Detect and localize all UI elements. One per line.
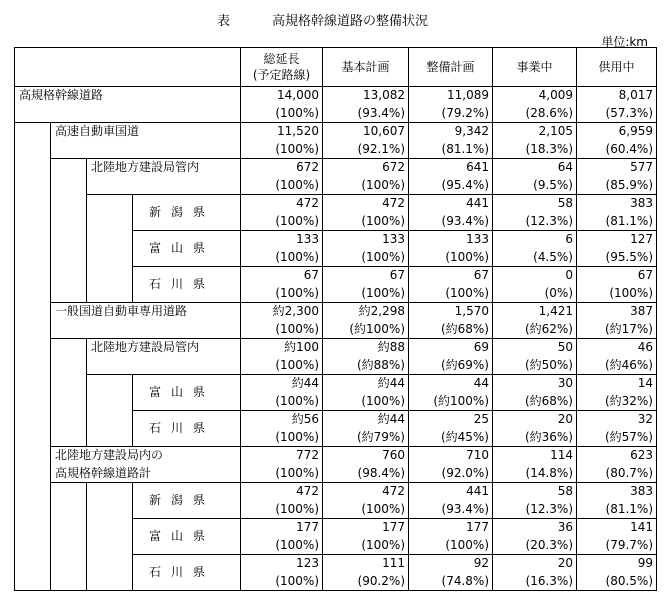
value-percent: (100%): [361, 501, 405, 516]
value-percent: (20.3%): [525, 537, 573, 552]
value-percent: (95.4%): [441, 177, 489, 192]
value-cell: [323, 231, 409, 267]
value-km: 20: [557, 556, 573, 570]
value-percent: (100%): [275, 465, 319, 480]
table-row: [15, 195, 657, 231]
value-km: 11,089: [447, 88, 489, 102]
table-row: [15, 123, 657, 159]
value-km: 67: [303, 268, 319, 282]
row-label-line: 北陸地方建設局管内: [91, 160, 200, 174]
value-km: 67: [637, 268, 653, 282]
value-cell: [577, 87, 657, 123]
table-body: [15, 87, 657, 591]
value-cell: [493, 303, 577, 339]
value-cell: [323, 123, 409, 159]
value-km: 623: [630, 448, 653, 462]
row-label-line: 高規格幹線道路計: [55, 465, 152, 480]
indent-cell: [15, 483, 51, 519]
value-km: 387: [630, 304, 653, 318]
value-cell: [241, 339, 323, 375]
row-label: [133, 555, 241, 591]
value-km: 13,082: [363, 88, 405, 102]
value-percent: (約68%): [440, 321, 489, 336]
value-cell: [241, 303, 323, 339]
value-cell: [409, 303, 493, 339]
row-label-line: 北陸地方建設局管内: [91, 340, 200, 354]
value-km: 6,959: [618, 124, 653, 138]
value-percent: (100%): [361, 213, 405, 228]
table-row: [15, 411, 657, 447]
value-cell: [409, 555, 493, 591]
value-percent: (81.1%): [605, 501, 653, 516]
table-row: [15, 231, 657, 267]
value-percent: (16.3%): [525, 573, 573, 588]
road-status-table: [14, 47, 657, 591]
indent-cell: [15, 123, 51, 159]
row-label: [87, 339, 241, 375]
value-cell: [493, 87, 577, 123]
prefecture-name: 石川県: [149, 564, 216, 579]
value-percent: (約69%): [440, 357, 489, 372]
value-percent: (100%): [275, 105, 319, 120]
indent-cell: [15, 159, 51, 195]
value-km: 14,000: [277, 88, 319, 102]
value-km: 約2,298: [358, 304, 405, 318]
value-cell: [241, 231, 323, 267]
indent-cell: [15, 267, 51, 303]
value-cell: [409, 231, 493, 267]
value-percent: (85.9%): [605, 177, 653, 192]
value-cell: [323, 555, 409, 591]
value-cell: [577, 375, 657, 411]
value-km: 383: [630, 484, 653, 498]
value-km: 123: [296, 556, 319, 570]
value-km: 6: [565, 232, 573, 246]
value-percent: (100%): [361, 177, 405, 192]
table-row: [15, 303, 657, 339]
value-km: 441: [466, 196, 489, 210]
value-cell: [577, 267, 657, 303]
value-percent: (約79%): [356, 429, 405, 444]
prefecture-name: 石川県: [149, 420, 216, 435]
header-basic-plan: 基本計画: [323, 48, 409, 87]
document-title: [0, 10, 670, 28]
title-text: 高規格幹線道路の整備状況: [272, 14, 429, 29]
value-km: 577: [630, 160, 653, 174]
indent-cell: [51, 195, 87, 231]
value-km: 1,421: [538, 304, 573, 318]
header-in-progress: 事業中: [493, 48, 577, 87]
value-km: 641: [466, 160, 489, 174]
value-percent: (79.2%): [441, 105, 489, 120]
indent-cell: [87, 411, 133, 447]
row-label: [133, 195, 241, 231]
value-km: 64: [557, 160, 573, 174]
value-percent: (約46%): [604, 357, 653, 372]
row-label-line: 高規格幹線道路: [19, 88, 104, 102]
indent-cell: [15, 375, 51, 411]
value-km: 約56: [291, 412, 319, 426]
value-percent: (約62%): [524, 321, 573, 336]
row-label: [133, 267, 241, 303]
row-label: [51, 123, 241, 159]
value-percent: (100%): [275, 213, 319, 228]
value-km: 50: [557, 340, 573, 354]
value-cell: [323, 339, 409, 375]
value-km: 69: [473, 340, 489, 354]
value-km: 133: [296, 232, 319, 246]
value-percent: (95.5%): [605, 249, 653, 264]
value-km: 441: [466, 484, 489, 498]
indent-cell: [87, 231, 133, 267]
table-row: [15, 555, 657, 591]
indent-cell: [51, 519, 87, 555]
value-cell: [493, 267, 577, 303]
header-total-line1: 総延長: [263, 52, 300, 66]
value-cell: [323, 447, 409, 483]
value-cell: [241, 195, 323, 231]
value-cell: [323, 411, 409, 447]
table-row: [15, 267, 657, 303]
value-cell: [409, 519, 493, 555]
value-cell: [493, 483, 577, 519]
value-percent: (100%): [445, 285, 489, 300]
value-percent: (93.4%): [441, 213, 489, 228]
value-cell: [493, 159, 577, 195]
value-km: 11,520: [277, 124, 319, 138]
value-percent: (80.5%): [605, 573, 653, 588]
indent-cell: [51, 483, 87, 519]
value-km: 約44: [291, 376, 319, 390]
indent-cell: [87, 267, 133, 303]
prefecture-name: 新潟県: [149, 492, 216, 507]
value-cell: [409, 195, 493, 231]
indent-cell: [15, 411, 51, 447]
table-row: [15, 87, 657, 123]
value-km: 133: [466, 232, 489, 246]
value-cell: [409, 339, 493, 375]
value-km: 44: [473, 376, 489, 390]
value-percent: (約32%): [604, 393, 653, 408]
value-km: 25: [473, 412, 489, 426]
value-percent: (100%): [361, 393, 405, 408]
value-cell: [409, 87, 493, 123]
value-km: 約100: [284, 340, 319, 354]
value-km: 472: [382, 484, 405, 498]
header-blank: [15, 48, 241, 87]
value-cell: [409, 267, 493, 303]
table-row: [15, 159, 657, 195]
indent-cell: [87, 483, 133, 519]
indent-cell: [51, 267, 87, 303]
value-km: 141: [630, 520, 653, 534]
value-cell: [409, 483, 493, 519]
value-percent: (100%): [361, 285, 405, 300]
value-percent: (100%): [275, 285, 319, 300]
value-km: 760: [382, 448, 405, 462]
value-km: 2,105: [538, 124, 573, 138]
prefecture-name: 富山県: [149, 240, 216, 255]
indent-cell: [15, 303, 51, 339]
value-km: 133: [382, 232, 405, 246]
value-km: 472: [296, 484, 319, 498]
value-km: 58: [557, 484, 573, 498]
value-percent: (12.3%): [525, 501, 573, 516]
value-cell: [323, 303, 409, 339]
value-cell: [241, 555, 323, 591]
value-km: 58: [557, 196, 573, 210]
value-cell: [409, 411, 493, 447]
value-cell: [323, 159, 409, 195]
value-percent: (0%): [544, 285, 573, 300]
indent-cell: [15, 447, 51, 483]
value-km: 67: [473, 268, 489, 282]
value-percent: (100%): [275, 321, 319, 336]
value-percent: (100%): [275, 537, 319, 552]
header-total: [241, 48, 323, 87]
value-km: 10,607: [363, 124, 405, 138]
indent-cell: [15, 339, 51, 375]
title-prefix: 表: [217, 14, 231, 29]
value-km: 約88: [377, 340, 405, 354]
value-cell: [241, 87, 323, 123]
table-row: [15, 447, 657, 483]
value-percent: (81.1%): [441, 141, 489, 156]
table-row: [15, 375, 657, 411]
value-percent: (約17%): [604, 321, 653, 336]
value-km: 177: [466, 520, 489, 534]
value-percent: (92.0%): [441, 465, 489, 480]
indent-cell: [51, 231, 87, 267]
value-km: 約44: [377, 412, 405, 426]
prefecture-name: 新潟県: [149, 204, 216, 219]
indent-cell: [15, 555, 51, 591]
row-label: [133, 519, 241, 555]
value-percent: (93.4%): [357, 105, 405, 120]
row-label: [133, 411, 241, 447]
value-percent: (93.4%): [441, 501, 489, 516]
value-cell: [577, 339, 657, 375]
value-km: 114: [550, 448, 573, 462]
value-cell: [577, 231, 657, 267]
value-percent: (60.4%): [605, 141, 653, 156]
value-percent: (100%): [445, 249, 489, 264]
value-percent: (57.3%): [605, 105, 653, 120]
value-km: 472: [296, 196, 319, 210]
value-cell: [241, 519, 323, 555]
value-percent: (約88%): [356, 357, 405, 372]
value-percent: (12.3%): [525, 213, 573, 228]
table-row: [15, 339, 657, 375]
value-cell: [577, 195, 657, 231]
value-km: 772: [296, 448, 319, 462]
value-cell: [577, 411, 657, 447]
value-cell: [409, 447, 493, 483]
value-km: 67: [389, 268, 405, 282]
value-cell: [577, 123, 657, 159]
value-cell: [577, 447, 657, 483]
value-cell: [241, 411, 323, 447]
header-in-service: 供用中: [577, 48, 657, 87]
value-cell: [241, 375, 323, 411]
value-cell: [577, 303, 657, 339]
value-km: 46: [637, 340, 653, 354]
value-km: 約44: [377, 376, 405, 390]
value-cell: [409, 123, 493, 159]
value-percent: (約36%): [524, 429, 573, 444]
value-km: 92: [473, 556, 489, 570]
value-cell: [493, 555, 577, 591]
value-cell: [577, 483, 657, 519]
value-percent: (81.1%): [605, 213, 653, 228]
value-cell: [241, 123, 323, 159]
unit-label: 単位:km: [601, 35, 648, 49]
value-km: 20: [557, 412, 573, 426]
value-percent: (100%): [275, 573, 319, 588]
value-percent: (4.5%): [533, 249, 573, 264]
value-km: 672: [382, 160, 405, 174]
table-row: [15, 519, 657, 555]
value-percent: (100%): [275, 393, 319, 408]
value-percent: (100%): [361, 249, 405, 264]
value-km: 36: [557, 520, 573, 534]
indent-cell: [87, 375, 133, 411]
value-km: 127: [630, 232, 653, 246]
value-cell: [323, 195, 409, 231]
value-percent: (79.7%): [605, 537, 653, 552]
value-km: 111: [382, 556, 405, 570]
value-km: 177: [382, 520, 405, 534]
row-label: [51, 303, 241, 339]
value-cell: [323, 519, 409, 555]
value-percent: (100%): [275, 357, 319, 372]
value-percent: (92.1%): [357, 141, 405, 156]
indent-cell: [51, 375, 87, 411]
value-cell: [323, 267, 409, 303]
row-label-line: 北陸地方建設局内の: [55, 448, 164, 462]
value-percent: (9.5%): [533, 177, 573, 192]
value-cell: [577, 159, 657, 195]
indent-cell: [87, 195, 133, 231]
row-label: [51, 447, 241, 483]
row-label-line: 一般国道自動車専用道路: [55, 304, 188, 318]
indent-cell: [87, 555, 133, 591]
value-cell: [577, 519, 657, 555]
row-label-line: 高速自動車国道: [55, 124, 140, 138]
value-km: 1,570: [454, 304, 489, 318]
value-cell: [241, 483, 323, 519]
value-percent: (約57%): [604, 429, 653, 444]
value-percent: (100%): [445, 537, 489, 552]
row-label: [133, 375, 241, 411]
value-percent: (約68%): [524, 393, 573, 408]
table-row: [15, 483, 657, 519]
value-percent: (98.4%): [357, 465, 405, 480]
indent-cell: [51, 159, 87, 195]
row-label: [133, 231, 241, 267]
value-km: 99: [637, 556, 653, 570]
value-cell: [409, 375, 493, 411]
row-label: [133, 483, 241, 519]
value-cell: [409, 159, 493, 195]
indent-cell: [15, 519, 51, 555]
value-km: 710: [466, 448, 489, 462]
prefecture-name: 石川県: [149, 276, 216, 291]
value-cell: [323, 87, 409, 123]
value-cell: [493, 231, 577, 267]
value-km: 672: [296, 160, 319, 174]
value-km: 32: [637, 412, 653, 426]
value-percent: (100%): [275, 429, 319, 444]
value-percent: (100%): [609, 285, 653, 300]
value-km: 14: [637, 376, 653, 390]
row-label: [87, 159, 241, 195]
value-km: 472: [382, 196, 405, 210]
prefecture-name: 富山県: [149, 528, 216, 543]
value-percent: (100%): [275, 249, 319, 264]
value-percent: (100%): [361, 537, 405, 552]
value-cell: [493, 375, 577, 411]
value-percent: (100%): [275, 177, 319, 192]
value-cell: [493, 339, 577, 375]
value-cell: [241, 267, 323, 303]
value-km: 30: [557, 376, 573, 390]
row-label: [15, 87, 241, 123]
value-percent: (74.8%): [441, 573, 489, 588]
indent-cell: [51, 555, 87, 591]
indent-cell: [51, 339, 87, 375]
value-km: 約2,300: [272, 304, 319, 318]
value-cell: [493, 447, 577, 483]
value-percent: (約50%): [524, 357, 573, 372]
value-percent: (18.3%): [525, 141, 573, 156]
value-km: 8,017: [618, 88, 653, 102]
value-cell: [241, 447, 323, 483]
value-cell: [493, 519, 577, 555]
value-percent: (28.6%): [525, 105, 573, 120]
indent-cell: [15, 231, 51, 267]
indent-cell: [87, 519, 133, 555]
value-percent: (100%): [275, 501, 319, 516]
value-km: 177: [296, 520, 319, 534]
value-percent: (約100%): [349, 321, 405, 336]
value-percent: (100%): [275, 141, 319, 156]
value-percent: (約45%): [440, 429, 489, 444]
value-cell: [241, 159, 323, 195]
value-cell: [323, 483, 409, 519]
header-maintenance-plan: 整備計画: [409, 48, 493, 87]
value-km: 4,009: [538, 88, 573, 102]
value-km: 383: [630, 196, 653, 210]
value-cell: [323, 375, 409, 411]
value-percent: (80.7%): [605, 465, 653, 480]
value-cell: [577, 555, 657, 591]
indent-cell: [15, 195, 51, 231]
prefecture-name: 富山県: [149, 384, 216, 399]
value-cell: [493, 411, 577, 447]
header-total-line2: (予定路線): [252, 68, 311, 82]
value-cell: [493, 195, 577, 231]
value-km: 9,342: [454, 124, 489, 138]
value-km: 0: [565, 268, 573, 282]
value-cell: [493, 123, 577, 159]
value-percent: (90.2%): [357, 573, 405, 588]
value-percent: (14.8%): [525, 465, 573, 480]
value-percent: (約100%): [433, 393, 489, 408]
indent-cell: [51, 411, 87, 447]
